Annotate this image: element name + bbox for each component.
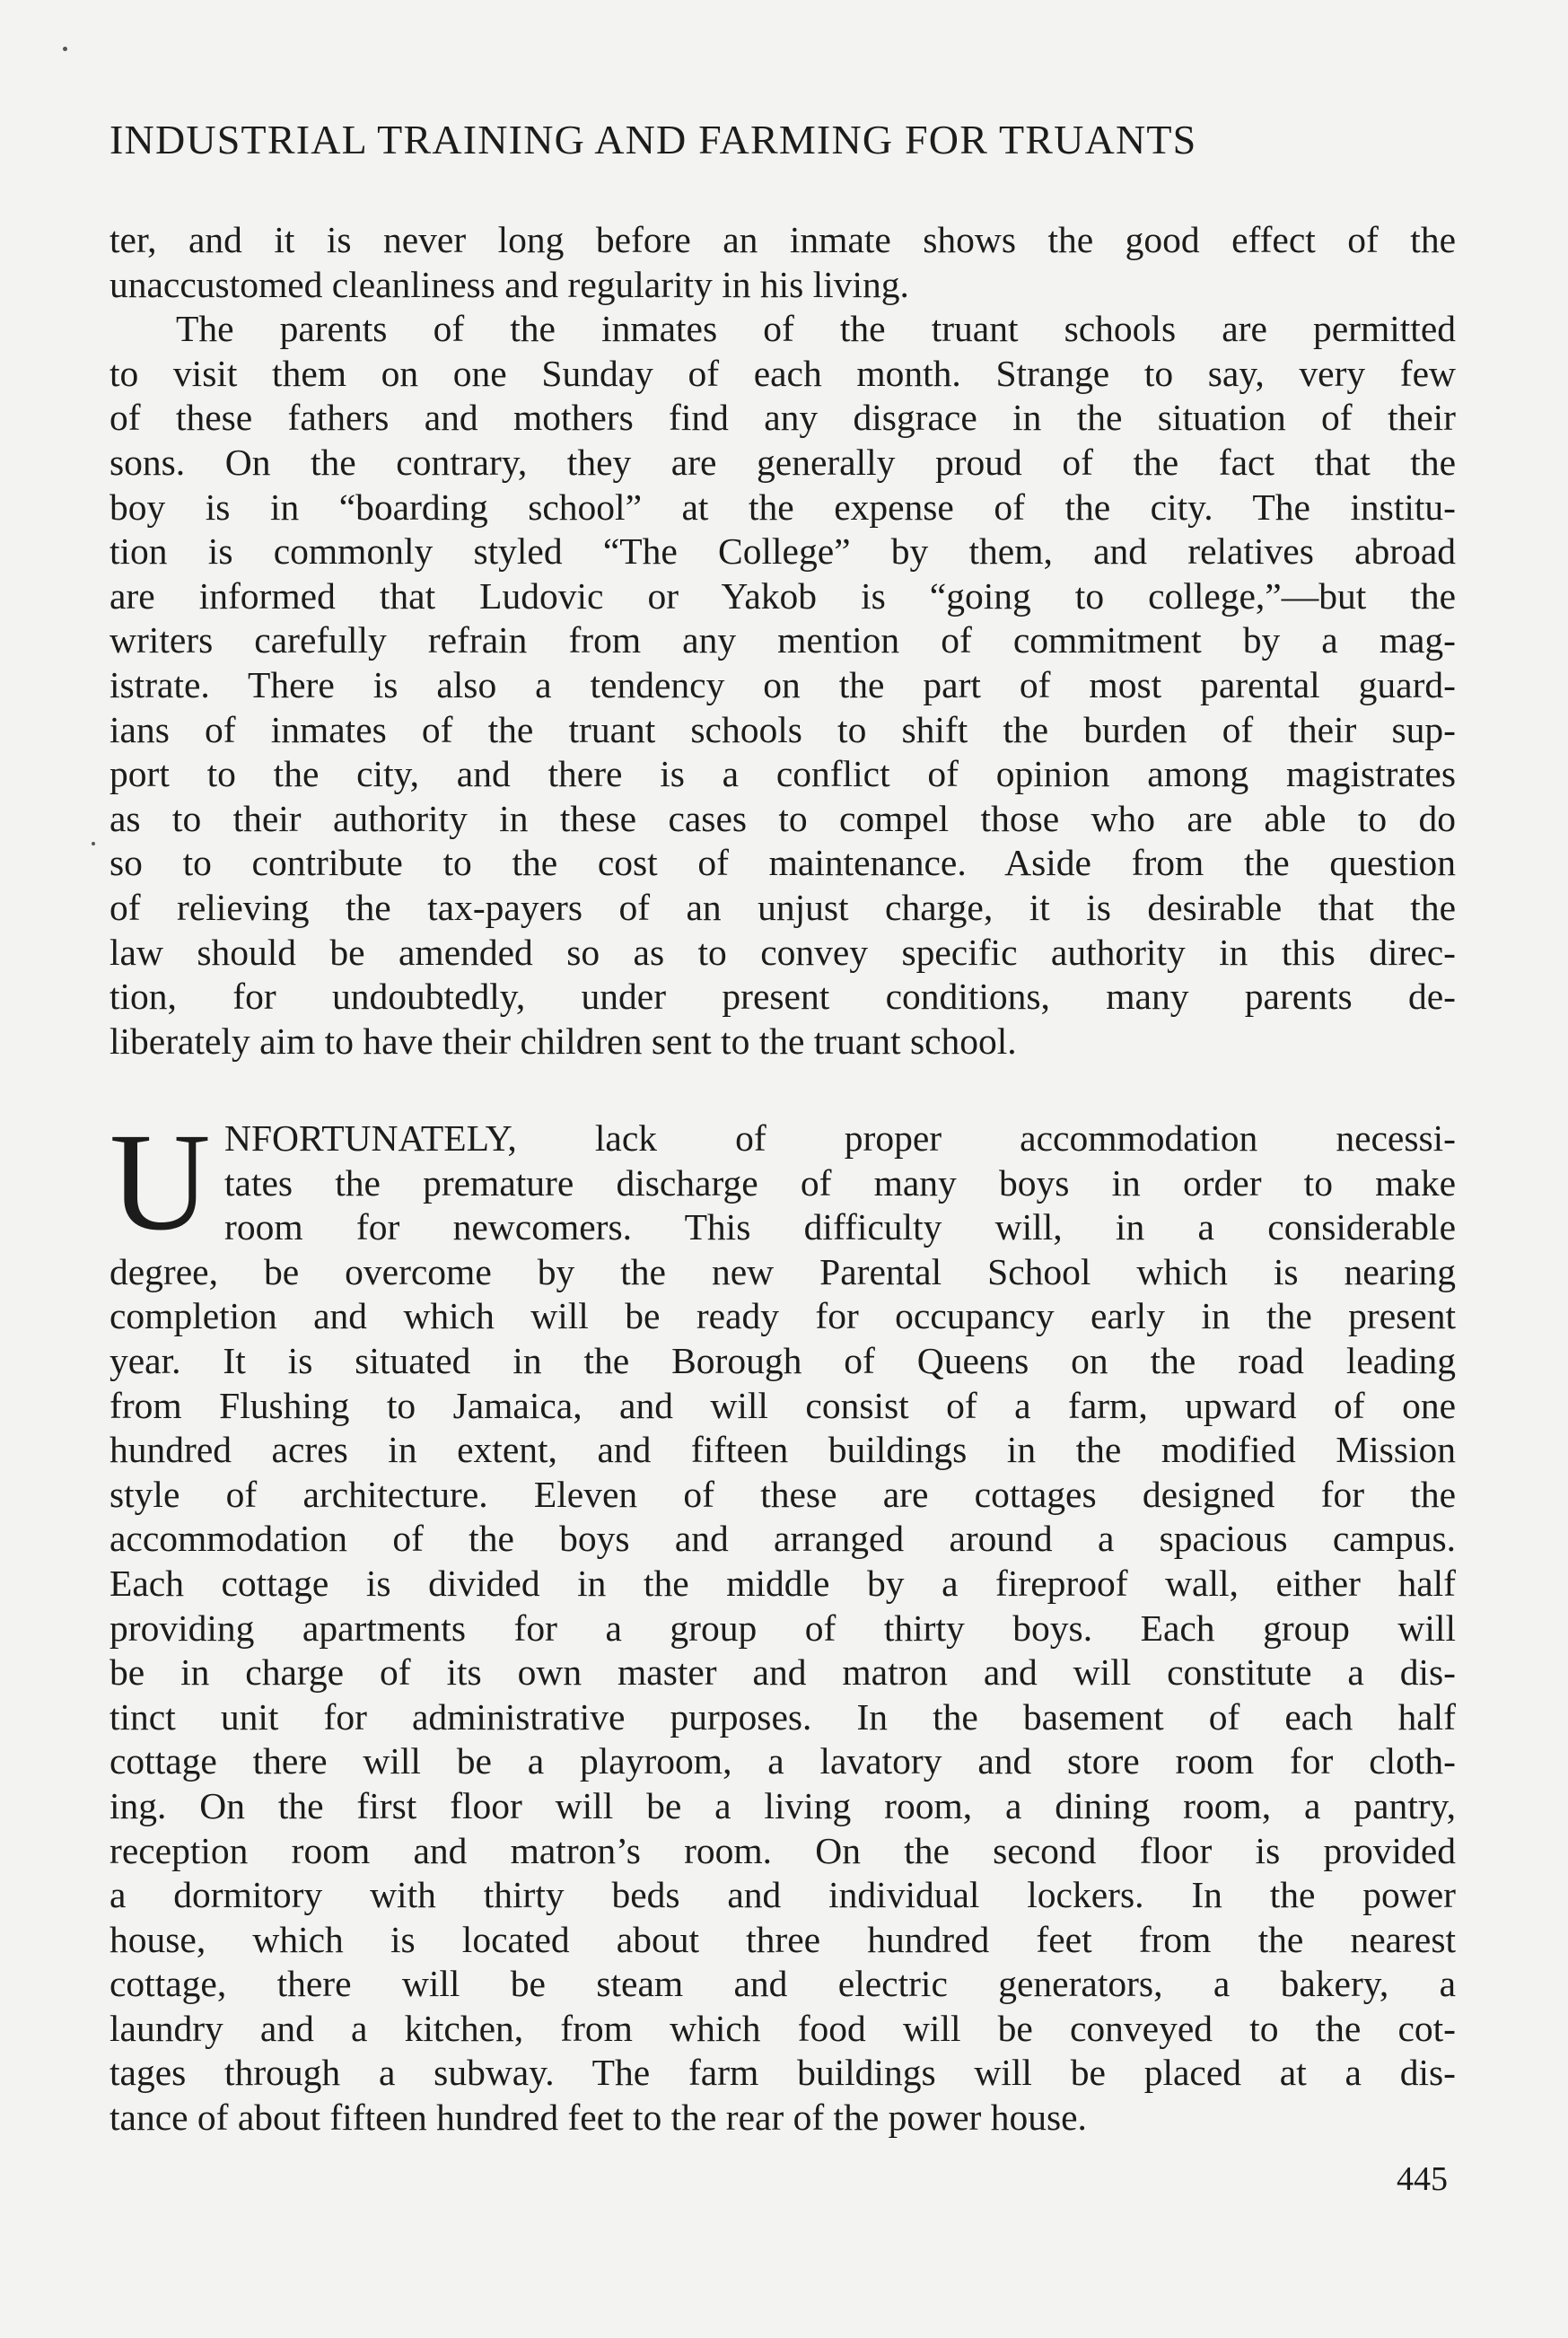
text-line: completion and which will be ready for occupancy early in the present xyxy=(109,1295,1456,1337)
text-line: style of architecture. Eleven of these are cottages designed for the xyxy=(109,1473,1456,1515)
text-line: cottage there will be a playroom, a lavatory and store room for cloth- xyxy=(109,1740,1456,1782)
paragraph-parental-school xyxy=(109,1104,1456,2141)
text-line: as to their authority in these cases to compel those who are able to do xyxy=(109,797,1456,839)
text-line: tages through a subway. The farm buildings will be placed at a dis- xyxy=(109,2052,1456,2094)
paragraph-truant-visits xyxy=(109,218,1456,1064)
scan-speck xyxy=(63,47,67,51)
page-number: 445 xyxy=(1397,2160,1448,2198)
text-line: ter, and it is never long before an inmate shows the good effect of the xyxy=(109,219,1456,260)
text-line: ing. On the first floor will be a living room, a dining room, a pantry, xyxy=(109,1784,1456,1826)
text-line: room for newcomers. This difficulty will, in a considerable xyxy=(224,1206,1456,1248)
text-line: from Flushing to Jamaica, and will consist of a farm, upward of one xyxy=(109,1384,1456,1426)
text-line: of these fathers and mothers find any disgrace in the situation of their xyxy=(109,397,1456,439)
text-line: tion is commonly styled “The College” by them, and relatives abroad xyxy=(109,530,1456,573)
text-line: of relieving the tax-payers of an unjust charge, it is desirable that the xyxy=(109,886,1456,928)
text-line: laundry and a kitchen, from which food will be conveyed to the cot- xyxy=(109,2007,1456,2049)
text-line: tinct unit for administrative purposes. In the basement of each half xyxy=(109,1695,1456,1738)
text-line: providing apartments for a group of thirty boys. Each group will xyxy=(109,1607,1456,1649)
text-line: accommodation of the boys and arranged around a spacious campus. xyxy=(109,1518,1456,1560)
text-line: be in charge of its own master and matron and will constitute a dis- xyxy=(109,1651,1456,1694)
running-title: INDUSTRIAL TRAINING AND FARMING FOR TRUANTS xyxy=(109,117,1197,162)
text-line: tion, for undoubtedly, under present conditions, many parents de- xyxy=(109,976,1456,1018)
text-line: are informed that Ludovic or Yakob is “going to college,”—but the xyxy=(109,574,1456,617)
text-line: a dormitory with thirty beds and individual lockers. In the power xyxy=(109,1874,1456,1916)
text-line: unaccustomed cleanliness and regularity in his living. xyxy=(109,263,909,305)
text-line: reception room and matron’s room. On the second floor is provided xyxy=(109,1829,1456,1871)
text-line: hundred acres in extent, and fifteen buildings in the modified Mission xyxy=(109,1429,1456,1471)
text-line: to visit them on one Sunday of each month. Strange to say, very few xyxy=(109,352,1456,394)
text-line: The parents of the inmates of the truant schools are permitted xyxy=(176,308,1456,350)
text-line: house, which is located about three hundred feet from the nearest xyxy=(109,1918,1456,1960)
text-line: port to the city, and there is a conflict of opinion among magistrates xyxy=(109,753,1456,795)
scan-speck xyxy=(92,842,95,845)
text-line: writers carefully refrain from any mention of commitment by a mag- xyxy=(109,619,1456,661)
text-line: sons. On the contrary, they are generally proud of the fact that the xyxy=(109,441,1456,483)
text-line: so to contribute to the cost of maintenance. Aside from the question xyxy=(109,842,1456,884)
text-line: Each cottage is divided in the middle by a fireproof wall, either half xyxy=(109,1562,1456,1604)
text-line: ians of inmates of the truant schools to shift the burden of their sup- xyxy=(109,708,1456,750)
text-line: cottage, there will be steam and electric generators, a bakery, a xyxy=(109,1963,1456,2005)
text-line: law should be amended so as to convey specific authority in this direc- xyxy=(109,931,1456,973)
text-line: tates the premature discharge of many boys in order to make xyxy=(224,1161,1456,1204)
text-line: boy is in “boarding school” at the expense of the city. The institu- xyxy=(109,486,1456,528)
text-line: liberately aim to have their children sent to the truant school. xyxy=(109,1020,1017,1062)
text-line: year. It is situated in the Borough of Queens on the road leading xyxy=(109,1339,1456,1381)
text-line: istrate. There is also a tendency on the part of most parental guard- xyxy=(109,663,1456,705)
text-line: NFORTUNATELY, lack of proper accommodation necessi- xyxy=(224,1117,1456,1159)
text-line: tance of about fifteen hundred feet to the rear of the power house. xyxy=(109,2097,1087,2139)
text-line: degree, be overcome by the new Parental School which is nearing xyxy=(109,1250,1456,1292)
drop-cap: U xyxy=(109,1104,211,1259)
